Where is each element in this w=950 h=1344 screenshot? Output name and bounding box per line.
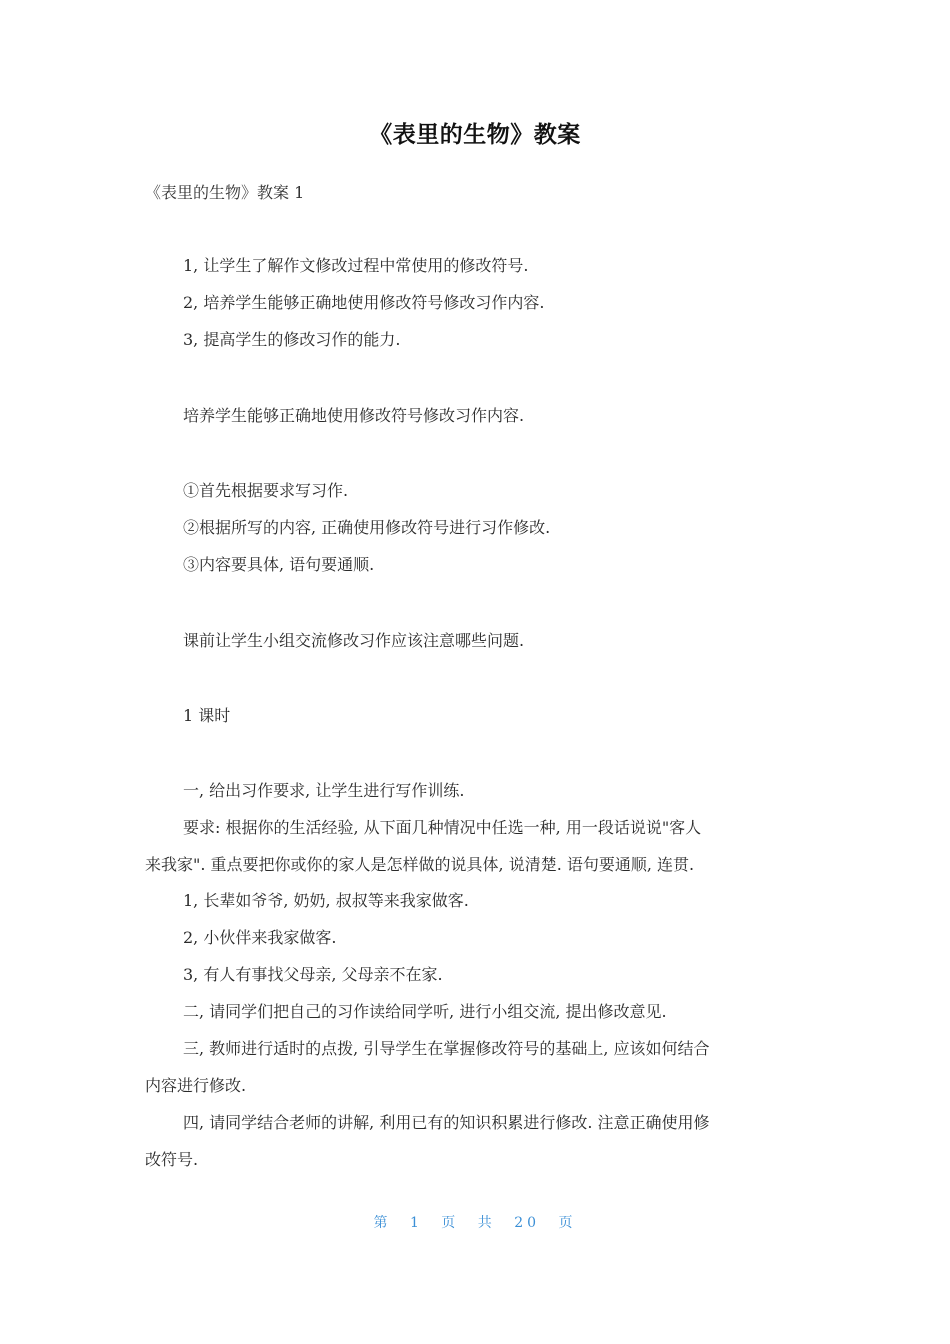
step-3: 三, 教师进行适时的点拨, 引导学生在掌握修改符号的基础上, 应该如何结合 bbox=[183, 1039, 710, 1058]
step-2: 二, 请同学们把自己的习作读给同学听, 进行小组交流, 提出修改意见. bbox=[183, 1002, 667, 1021]
step-1: 一, 给出习作要求, 让学生进行写作训练. bbox=[183, 781, 465, 800]
preparation: 课前让学生小组交流修改习作应该注意哪些问题. bbox=[183, 631, 525, 650]
page-number-footer: 第 1 页 共 20 页 bbox=[373, 1215, 577, 1231]
option-3: 3, 有人有事找父母亲, 父母亲不在家. bbox=[183, 965, 443, 984]
document-title: 《表里的生物》教案 bbox=[369, 122, 581, 148]
step-1-requirement: 要求: 根据你的生活经验, 从下面几种情况中任选一种, 用一段话说说"客人 bbox=[183, 818, 702, 837]
step-4: 四, 请同学结合老师的讲解, 利用已有的知识积累进行修改. 注意正确使用修 bbox=[183, 1113, 710, 1132]
requirement-3: ③内容要具体, 语句要通顺. bbox=[183, 555, 375, 574]
requirement-2: ②根据所写的内容, 正确使用修改符号进行习作修改. bbox=[183, 518, 551, 537]
step-3-cont: 内容进行修改. bbox=[145, 1076, 247, 1095]
requirement-1: ①首先根据要求写习作. bbox=[183, 481, 349, 500]
step-4-cont: 改符号. bbox=[145, 1150, 199, 1169]
objective-1: 1, 让学生了解作文修改过程中常使用的修改符号. bbox=[183, 256, 529, 275]
section-heading: 《表里的生物》教案 1 bbox=[145, 183, 305, 202]
objective-2: 2, 培养学生能够正确地使用修改符号修改习作内容. bbox=[183, 293, 545, 312]
step-1-requirement-cont: 来我家". 重点要把你或你的家人是怎样做的说具体, 说清楚. 语句要通顺, 连贯. bbox=[145, 855, 695, 874]
option-1: 1, 长辈如爷爷, 奶奶, 叔叔等来我家做客. bbox=[183, 891, 469, 910]
key-point: 培养学生能够正确地使用修改符号修改习作内容. bbox=[183, 406, 525, 425]
option-2: 2, 小伙伴来我家做客. bbox=[183, 928, 337, 947]
objective-3: 3, 提高学生的修改习作的能力. bbox=[183, 330, 401, 349]
class-hours: 1 课时 bbox=[183, 706, 231, 725]
